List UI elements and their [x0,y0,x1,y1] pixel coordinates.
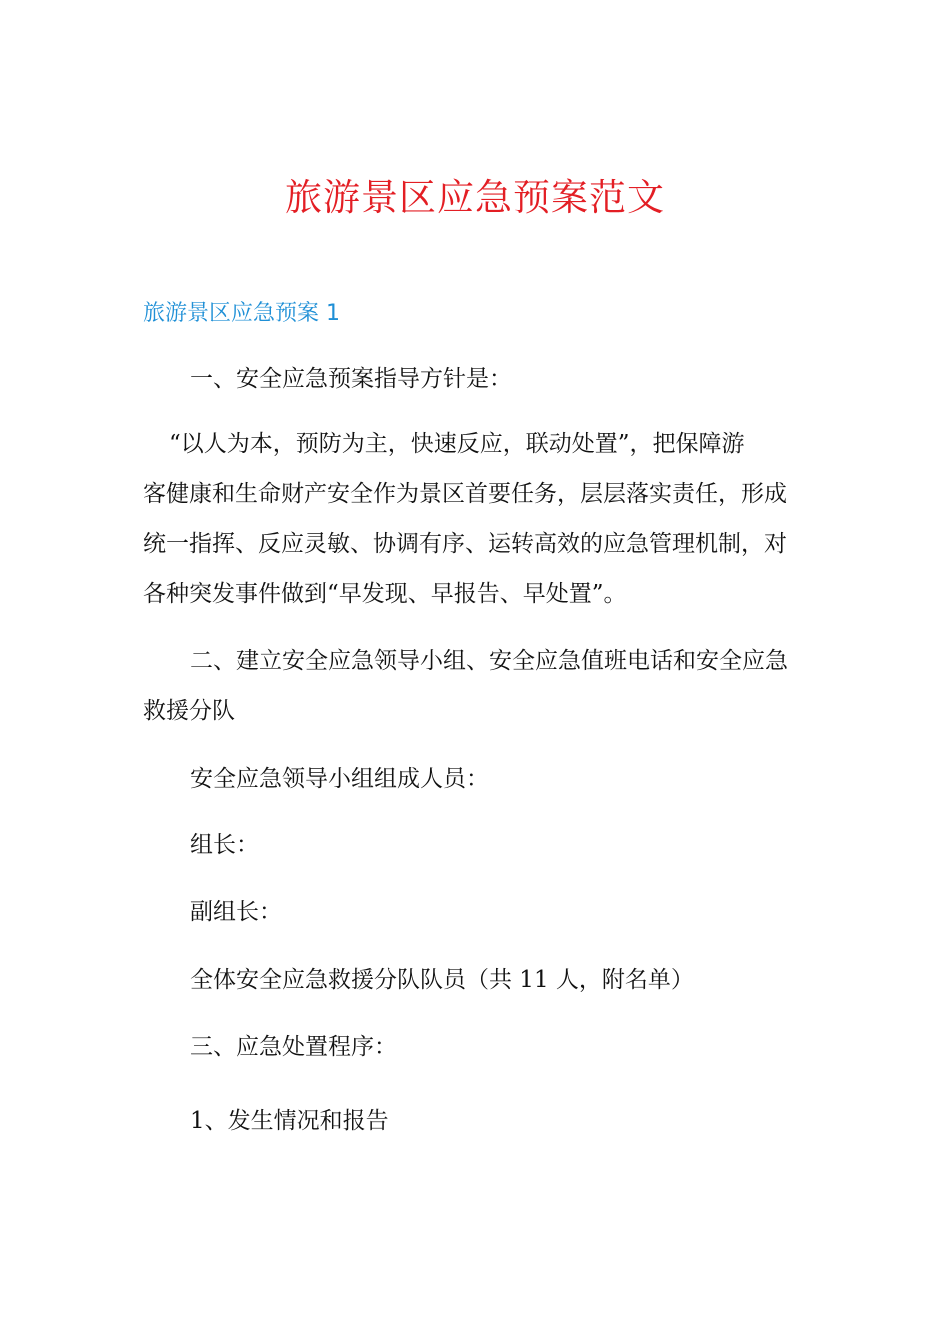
paragraph-procedure-heading: 三、应急处置程序： [190,1034,397,1060]
text-line: “以人为本，预防为主，快速反应，联动处置”，把保障游 [169,431,745,457]
paragraph-occurrence-report: 1、发生情况和报告 [190,1108,389,1134]
paragraph-group-leader: 组长： [190,832,259,858]
text-line: 统一指挥、反应灵敏、协调有序、运转高效的应急管理机制，对 [143,531,787,557]
paragraph-rescue-team: 全体安全应急救援分队队员（共 11 人，附名单） [190,967,694,993]
paragraph-leadership-group [143,636,815,736]
paragraph-group-members: 安全应急领导小组组成人员： [190,766,489,792]
paragraph-guideline-heading: 一、安全应急预案指导方针是： [190,366,512,392]
section-heading: 旅游景区应急预案 1 [143,301,340,326]
paragraph-guideline-body [143,419,815,619]
text-line: 客健康和生命财产安全作为景区首要任务，层层落实责任，形成 [143,481,787,507]
text-line: 各种突发事件做到“早发现、早报告、早处置”。 [143,581,627,607]
text-line: 二、建立安全应急领导小组、安全应急值班电话和安全应急 [190,648,788,674]
text-line: 救援分队 [143,698,235,724]
document-title: 旅游景区应急预案范文 [285,176,665,219]
paragraph-deputy-leader: 副组长： [190,899,282,925]
